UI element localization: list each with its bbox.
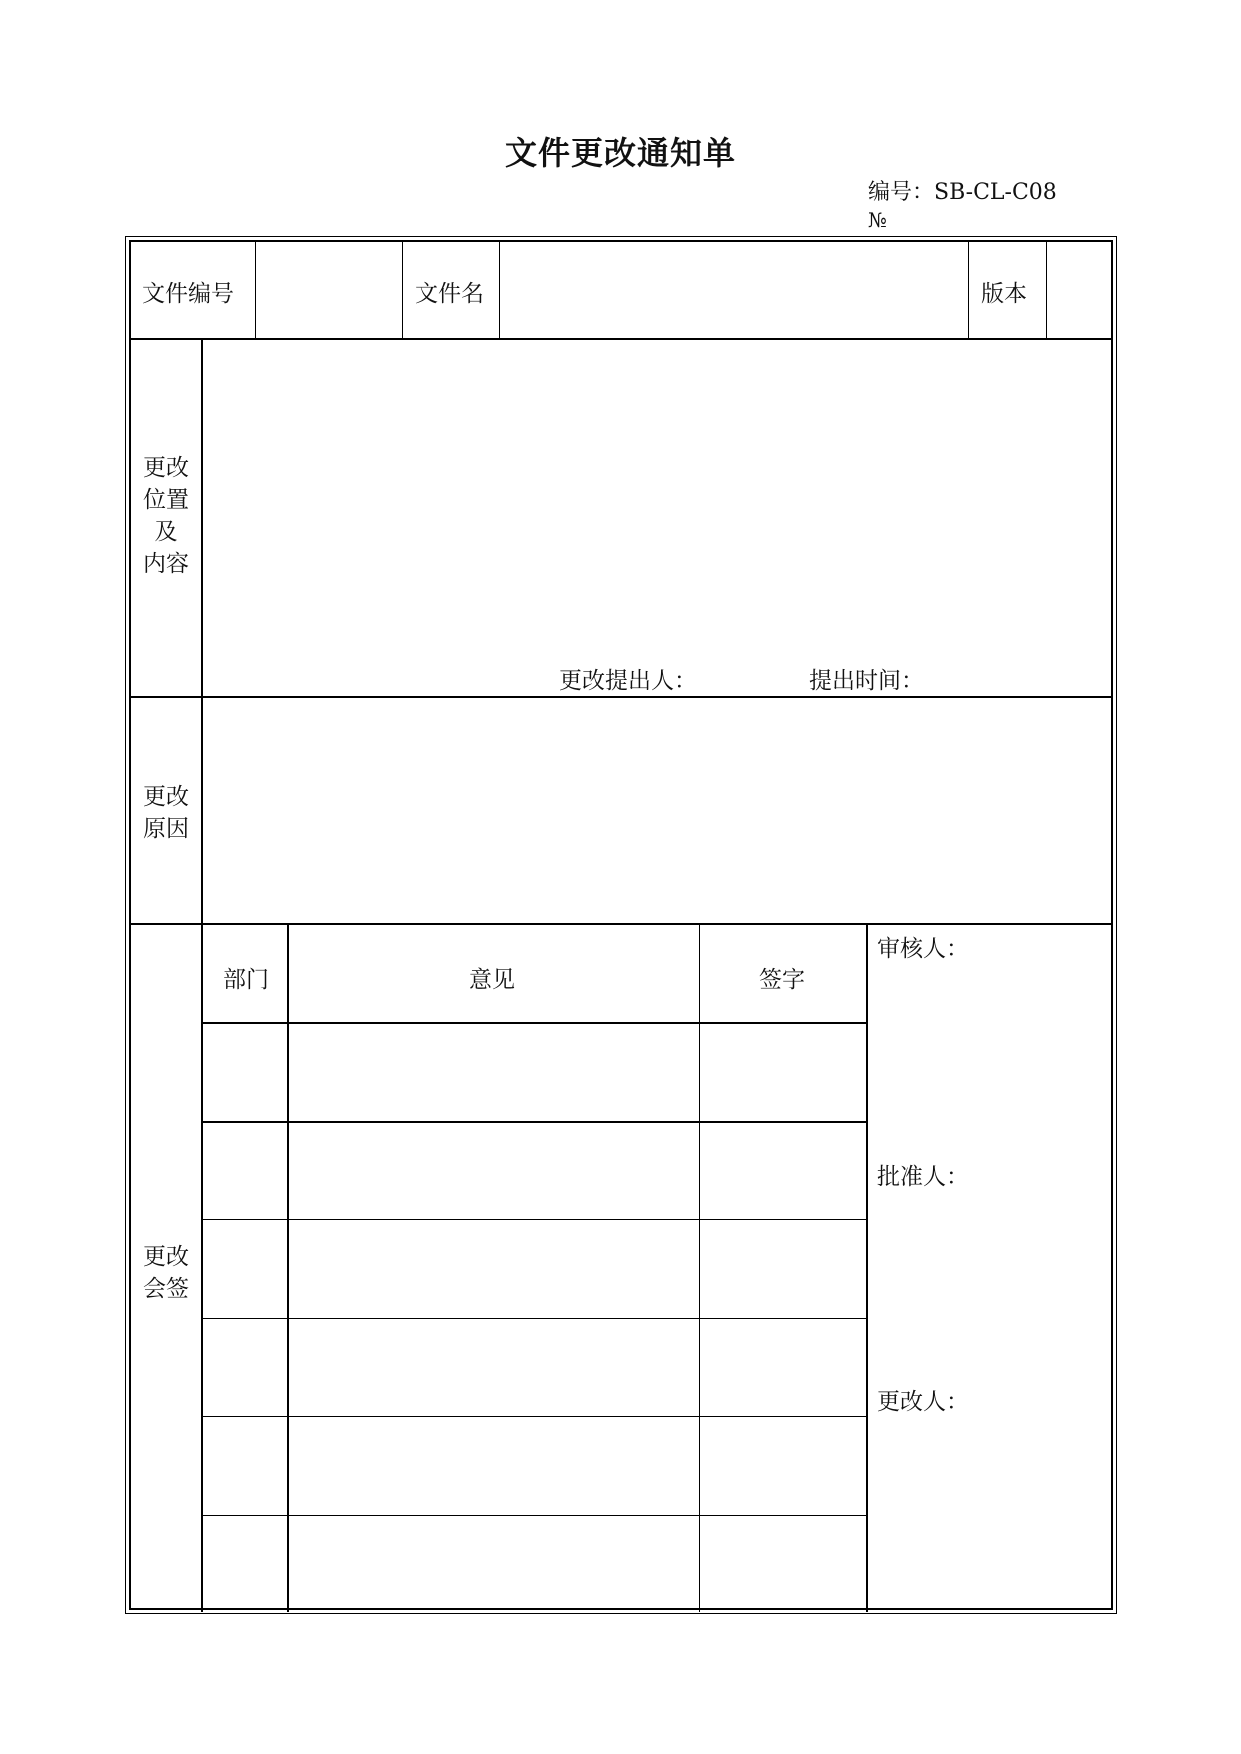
sign-grid-row-1 — [203, 1022, 868, 1024]
row-divider-reason — [129, 923, 1113, 925]
change-content-area[interactable] — [204, 341, 1113, 621]
doc-number-label: 文件编号 — [142, 281, 234, 307]
sign-grid-divider-1 — [287, 925, 289, 1612]
label-column-divider — [201, 339, 203, 1612]
change-content-label: 更改 位置 及 内容 — [143, 455, 189, 577]
doc-name-field[interactable] — [501, 241, 967, 337]
col-opinion-label: 意见 — [469, 967, 515, 993]
header-col-divider-2 — [402, 240, 403, 339]
version-label: 版本 — [981, 281, 1027, 307]
form-frame — [125, 236, 1117, 1614]
modifier-label: 更改人： — [877, 1389, 969, 1415]
change-reason-label: 更改 原因 — [143, 784, 189, 842]
reviewer-label: 审核人： — [877, 936, 969, 962]
header-col-divider-1 — [255, 240, 256, 339]
sign-grid-row-5 — [203, 1416, 868, 1417]
col-signature-label: 签字 — [759, 967, 805, 993]
header-col-divider-5 — [1046, 240, 1047, 339]
col-department-label: 部门 — [223, 967, 269, 993]
header-col-divider-3 — [499, 240, 500, 339]
sign-grid-divider-2 — [699, 925, 700, 1612]
doc-name-label: 文件名 — [415, 281, 484, 307]
header-col-divider-4 — [968, 240, 969, 339]
sign-grid-row-6 — [203, 1515, 868, 1516]
version-field[interactable] — [1048, 241, 1112, 337]
form-number: № — [868, 208, 887, 232]
sign-grid-row-3 — [203, 1219, 868, 1220]
proposal-date-label: 提出时间： — [809, 668, 924, 694]
form-title: 文件更改通知单 — [504, 134, 736, 172]
row-divider-header — [129, 338, 1113, 340]
proposer-label: 更改提出人： — [559, 668, 697, 694]
doc-number-field[interactable] — [257, 241, 401, 337]
form-code: 编号：SB-CL-C08 — [868, 180, 1057, 205]
change-reason-area[interactable] — [204, 699, 1113, 921]
sign-grid-row-4 — [203, 1318, 868, 1319]
countersign-label: 更改 会签 — [143, 1244, 189, 1302]
sign-grid-row-2 — [203, 1121, 868, 1123]
approver-label: 批准人： — [877, 1164, 969, 1190]
row-divider-content — [129, 696, 1113, 698]
sign-grid-divider-3 — [866, 925, 868, 1612]
